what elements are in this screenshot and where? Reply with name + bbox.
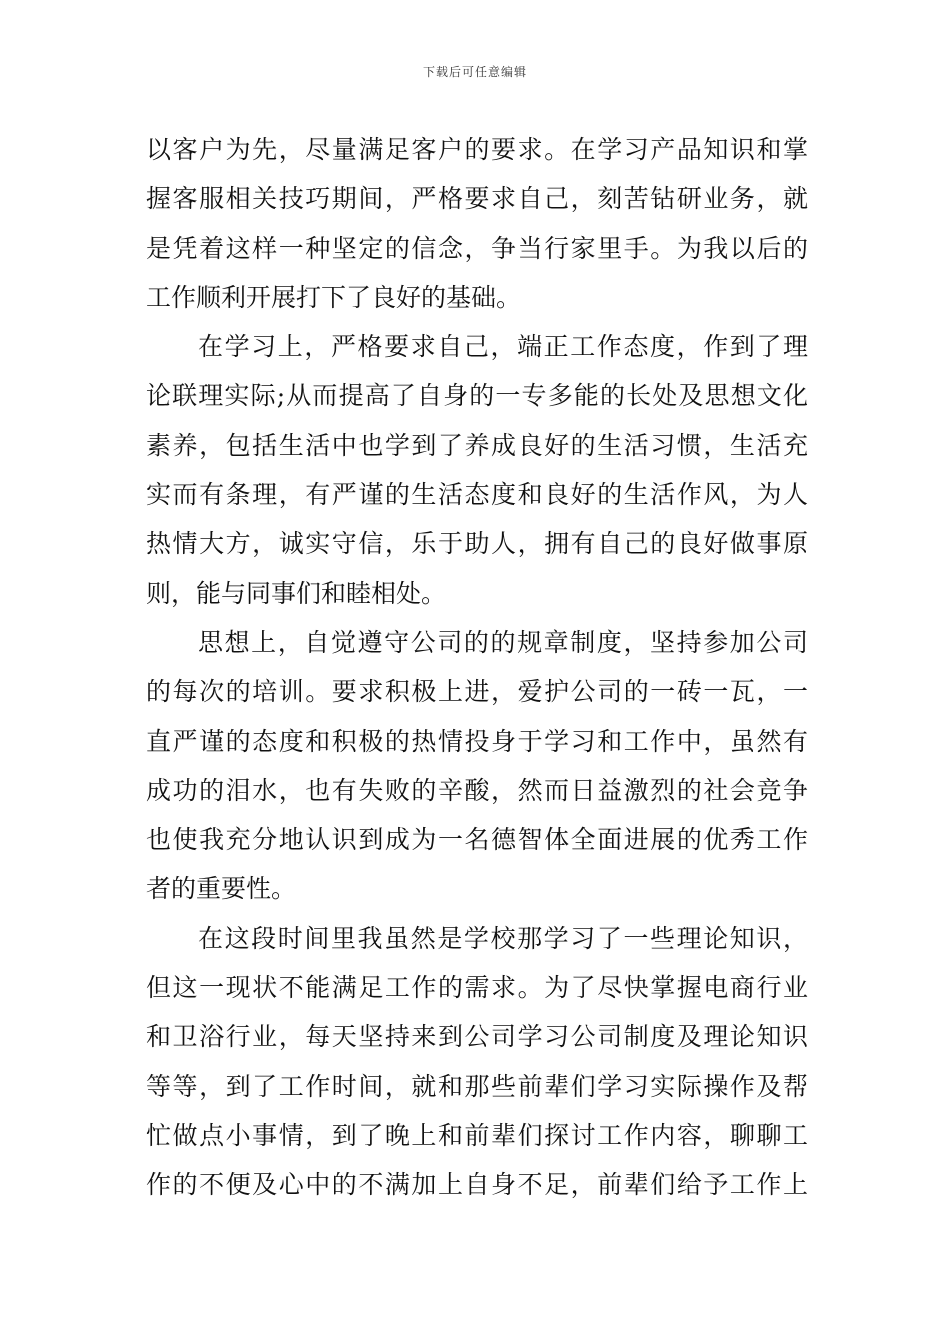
text-line: 以客户为先，尽量满足客户的要求。在学习产品知识和掌 [146,135,808,164]
text-line: 握客服相关技巧期间，严格要求自己，刻苦钻研业务，就 [146,184,808,214]
text-line: 也使我充分地认识到成为一名德智体全面进展的优秀工作 [146,825,808,855]
text-line: 成功的泪水，也有失败的辛酸，然而日益激烈的社会竞争 [146,775,808,805]
text-line: 论联理实际;从而提高了自身的一专多能的长处及思想文化 [146,381,808,411]
text-line: 是凭着这样一种坚定的信念，争当行家里手。为我以后的 [146,233,808,263]
text-line: 热情大方，诚实守信，乐于助人，拥有自己的良好做事原 [146,529,808,559]
text-line: 者的重要性。 [146,874,297,904]
text-line: 和卫浴行业，每天坚持来到公司学习公司制度及理论知识 [146,1022,808,1052]
paragraph [146,618,808,914]
text-line: 则，能与同事们和睦相处。 [146,578,447,608]
text-line: 在学习上，严格要求自己，端正工作态度，作到了理 [198,332,808,362]
text-line: 但这一现状不能满足工作的需求。为了尽快掌握电商行业 [146,973,808,1003]
page-header: 下载后可任意编辑 [422,65,527,79]
paragraph [146,914,808,1210]
text-line: 思想上，自觉遵守公司的的规章制度，坚持参加公司 [198,627,808,657]
document-body [146,125,808,1210]
text-line: 在这段时间里我虽然是学校那学习了一些理论知识， [198,923,808,953]
text-line: 等等，到了工作时间，就和那些前辈们学习实际操作及帮 [146,1071,808,1101]
text-line: 的每次的培训。要求积极上进，爱护公司的一砖一瓦，一 [146,677,808,707]
paragraph [146,322,808,618]
paragraph [146,125,808,322]
text-line: 工作顺利开展打下了良好的基础。 [146,282,522,312]
text-line: 作的不便及心中的不满加上自身不足，前辈们给予工作上 [146,1170,808,1200]
text-line: 素养，包括生活中也学到了养成良好的生活习惯，生活充 [146,430,808,460]
text-line: 实而有条理，有严谨的生活态度和良好的生活作风，为人 [146,480,808,510]
text-line: 忙做点小事情，到了晚上和前辈们探讨工作内容，聊聊工 [146,1120,808,1150]
text-line: 直严谨的态度和积极的热情投身于学习和工作中，虽然有 [146,726,808,756]
